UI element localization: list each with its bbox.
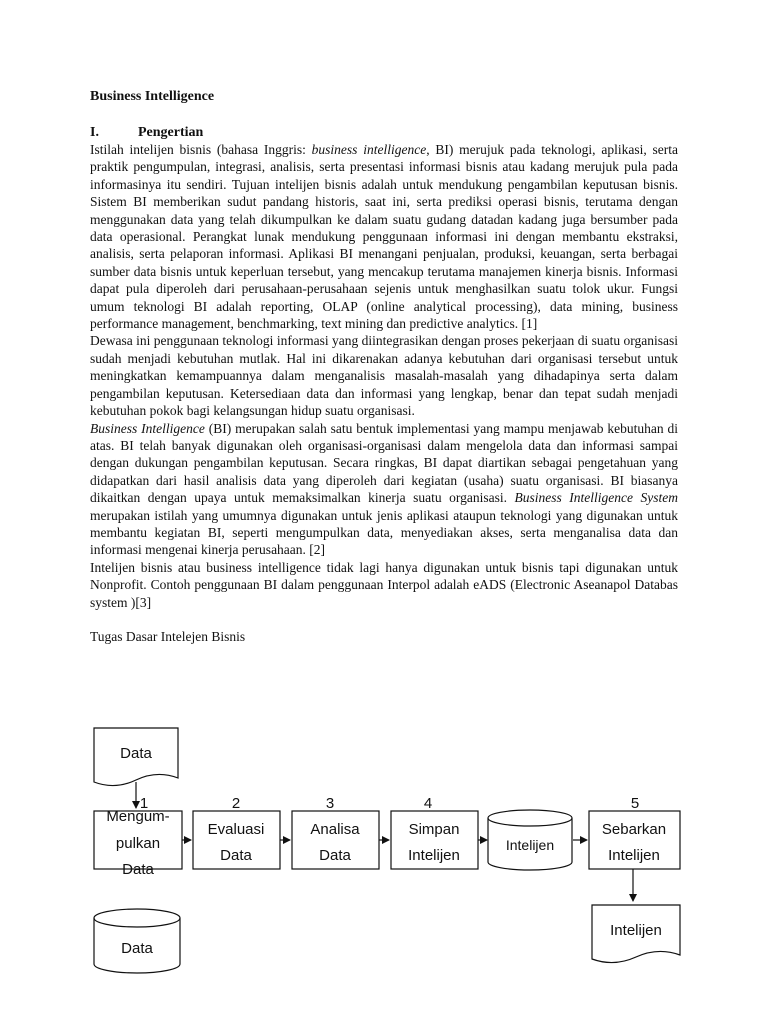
paragraph-4: Intelijen bisnis atau business intelligence tidak lagi hanya digunakan untuk bisnis tapi digunakan untuk Nonprofit. Contoh penggunaan BI dalam penggunaan Interpol adalah eADS (Electronic Aseanapol Databas system )[3] <box>90 559 678 610</box>
diagram-caption: Tugas Dasar Intelejen Bisnis <box>90 628 246 644</box>
step-4-number: 4 <box>423 795 433 812</box>
paragraph-3 <box>90 420 678 559</box>
section-heading <box>90 124 678 141</box>
source-database-icon <box>94 909 180 973</box>
step-4-label-line2: Intelijen <box>408 847 460 864</box>
p3-text-b: (BI) merupakan salah satu bentuk implementasi yang mampu menjawab kebutuhan di atas. BI telah banyak digunakan oleh organisasi-organisasi dalam mengelola data dan informasi sampai dengan dukungan pengambilan keputusan. Secara ringkas, BI dapat diartikan sebagai pengetahuan yang didapatkan dari hasil analisis data yang diperoleh dari kegiatan (usaha) suatu organisasi. BI biasanya dikaitkan dengan upaya untuk memaksimalkan kinerja suatu organisasi. <box>90 420 678 506</box>
step-2-number: 2 <box>231 795 241 812</box>
p3-term2-italic: Business Intelligence System <box>514 490 678 506</box>
step-1-label-line1: Mengum- <box>106 808 170 825</box>
intelijen-database-label: Intelijen <box>505 837 555 853</box>
p1-text-a: Istilah intelijen bisnis (bahasa Inggris: <box>90 142 312 157</box>
p3-text-d: merupakan istilah yang umumnya digunakan untuk jenis aplikasi ataupun teknologi yang digunakan untuk membantu kegiatan BI, seperti mengumpulkan data, menyediakan akses, serta menganalisa data dan informasi mengenai kinerja perusahaan. [2] <box>90 507 678 558</box>
step-4-label-line1: Simpan <box>408 821 460 838</box>
step-1-box <box>94 811 182 869</box>
step-3-label-line1: Analisa <box>310 821 360 838</box>
step-1-label-line2: pulkan <box>115 835 161 852</box>
input-document-label: Data <box>120 745 152 762</box>
paragraph-1 <box>90 141 678 332</box>
step-2-box <box>193 811 280 869</box>
step-3-label-line2: Data <box>319 847 351 864</box>
intelijen-database-icon <box>488 810 572 870</box>
step-5-label-line2: Intelijen <box>608 847 660 864</box>
input-document-shape <box>94 728 178 786</box>
step-1-label-line3: Data <box>122 861 154 878</box>
step-2-label-line2: Data <box>220 847 252 864</box>
source-database-label: Data <box>121 940 153 957</box>
paragraph-2: Dewasa ini penggunaan teknologi informasi yang diintegrasikan dengan proses pekerjaan di suatu organisasi sudah menjadi kebutuhan mutlak. Hal ini dikarenakan adanya kebutuhan dari organisasi tersebut untuk meningkatkan kemampuannya dalam menganalisis masalah-masalah yang dihadapinya serta dalam pengambilan keputusan. Ketersediaan data dan informasi yang lengkap, benar dan tepat sudah menjadi kebutuhan pokok bagi kelangsungan hidup suatu organisasi. <box>90 333 678 419</box>
p1-term-italic: business intelligence <box>311 142 427 157</box>
step-1-number: 1 <box>139 795 149 812</box>
step-5-label-line1: Sebarkan <box>601 821 667 838</box>
step-3-number: 3 <box>325 795 335 812</box>
step-5-number: 5 <box>630 795 640 812</box>
step-5-box <box>589 811 680 869</box>
step-4-box <box>391 811 478 869</box>
p1-text-c: , BI) merujuk pada teknologi, aplikasi, serta praktik pengumpulan, integrasi, analisis, serta presentasi informasi bisnis atau kadang merujuk pula pada informasinya itu sendiri. Tujuan intelijen bisnis adalah untuk mendukung pengambilan keputusan bisnis. Sistem BI memberikan sudut pandang historis, saat ini, serta prediksi operasi bisnis, terutama dengan menggunakan data yang telah dikumpulkan ke dalam suatu gudang datadan kadang juga bersumber pada data operasional. Perangkat lunak mendukung penggunaan informasi ini dengan membantu ekstraksi, analisis, serta pelaporan informasi. Aplikasi BI menangani penjualan, produksi, keuangan, serta berbagai sumber data bisnis untuk keperluan tersebut, yang mencakup terutama manajemen kinerja bisnis. Informasi dapat pula diperoleh dari perusahaan-perusahaan sejenis untuk menghasilkan suatu tolok ukur. Fungsi umum teknologi BI adalah reporting, OLAP (online analytical processing), data mining, business performance management, benchmarking, text mining dan predictive analytics. [1] <box>90 142 678 332</box>
step-3-box <box>292 811 379 869</box>
section-title: Pengertian <box>138 125 204 140</box>
output-document-label: Intelijen <box>610 922 662 939</box>
section-number: I. <box>90 125 99 140</box>
step-2-label-line1: Evaluasi <box>207 821 265 838</box>
p3-term-italic: Business Intelligence <box>90 420 205 436</box>
output-document-shape <box>592 905 680 963</box>
document-title: Business Intelligence <box>90 89 215 104</box>
document-body <box>90 88 678 646</box>
